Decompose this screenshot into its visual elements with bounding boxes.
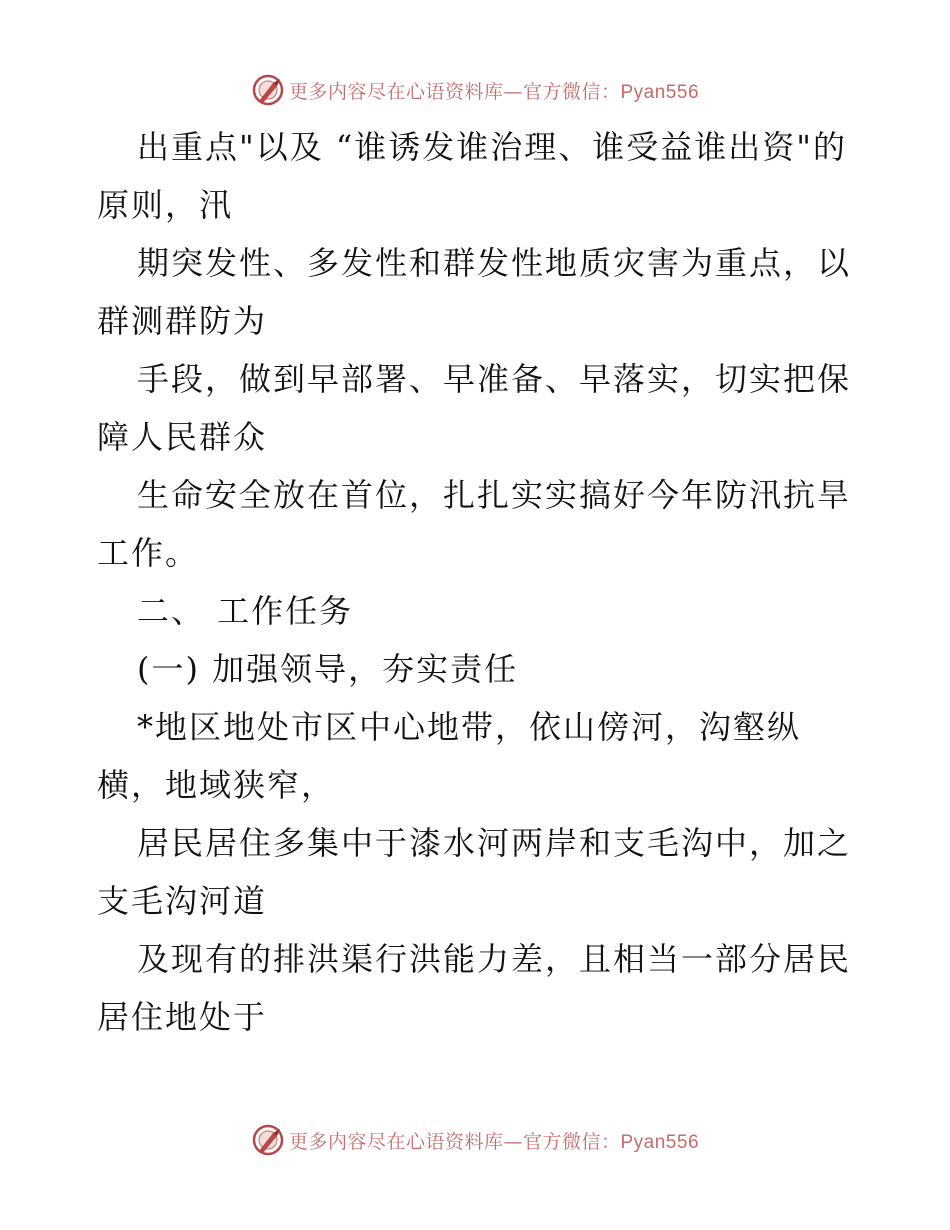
pen-logo-icon (251, 73, 285, 107)
body-line: 生命安全放在首位，扎扎实实搞好今年防汛抗旱 (137, 476, 852, 514)
subsection-heading: (一) 加强领导，夯实责任 (137, 650, 519, 688)
body-line: 居民居住多集中于漆水河两岸和支毛沟中，加之 (137, 824, 852, 862)
footer-banner-text: 更多内容尽在心语资料库—官方微信：Pyan556 (288, 1130, 700, 1153)
body-line: 及现有的排洪渠行洪能力差，且相当一部分居民 (137, 940, 852, 978)
body-line: 群测群防为 (97, 302, 268, 340)
body-line: 原则，汛 (97, 186, 234, 224)
body-line: 支毛沟河道 (97, 882, 268, 920)
body-line: 期突发性、多发性和群发性地质灾害为重点，以 (137, 244, 852, 282)
body-line: 障人民群众 (97, 418, 268, 456)
header-banner-text: 更多内容尽在心语资料库—官方微信：Pyan556 (288, 80, 700, 103)
body-line: 手段，做到早部署、早准备、早落实，切实把保 (137, 360, 852, 398)
body-line: 出重点"以及 “谁诱发谁治理、谁受益谁出资"的 (137, 128, 847, 166)
document-body (97, 118, 857, 1046)
header-banner (0, 70, 950, 110)
body-line: 居住地处于 (97, 998, 268, 1036)
footer-banner (0, 1120, 950, 1160)
body-line: 横，地域狭窄， (97, 766, 336, 804)
body-line: *地区地处市区中心地带，依山傍河，沟壑纵 (137, 708, 802, 746)
pen-logo-icon (251, 1123, 285, 1157)
body-line: 工作。 (97, 534, 200, 572)
section-heading: 二、 工作任务 (137, 592, 354, 630)
